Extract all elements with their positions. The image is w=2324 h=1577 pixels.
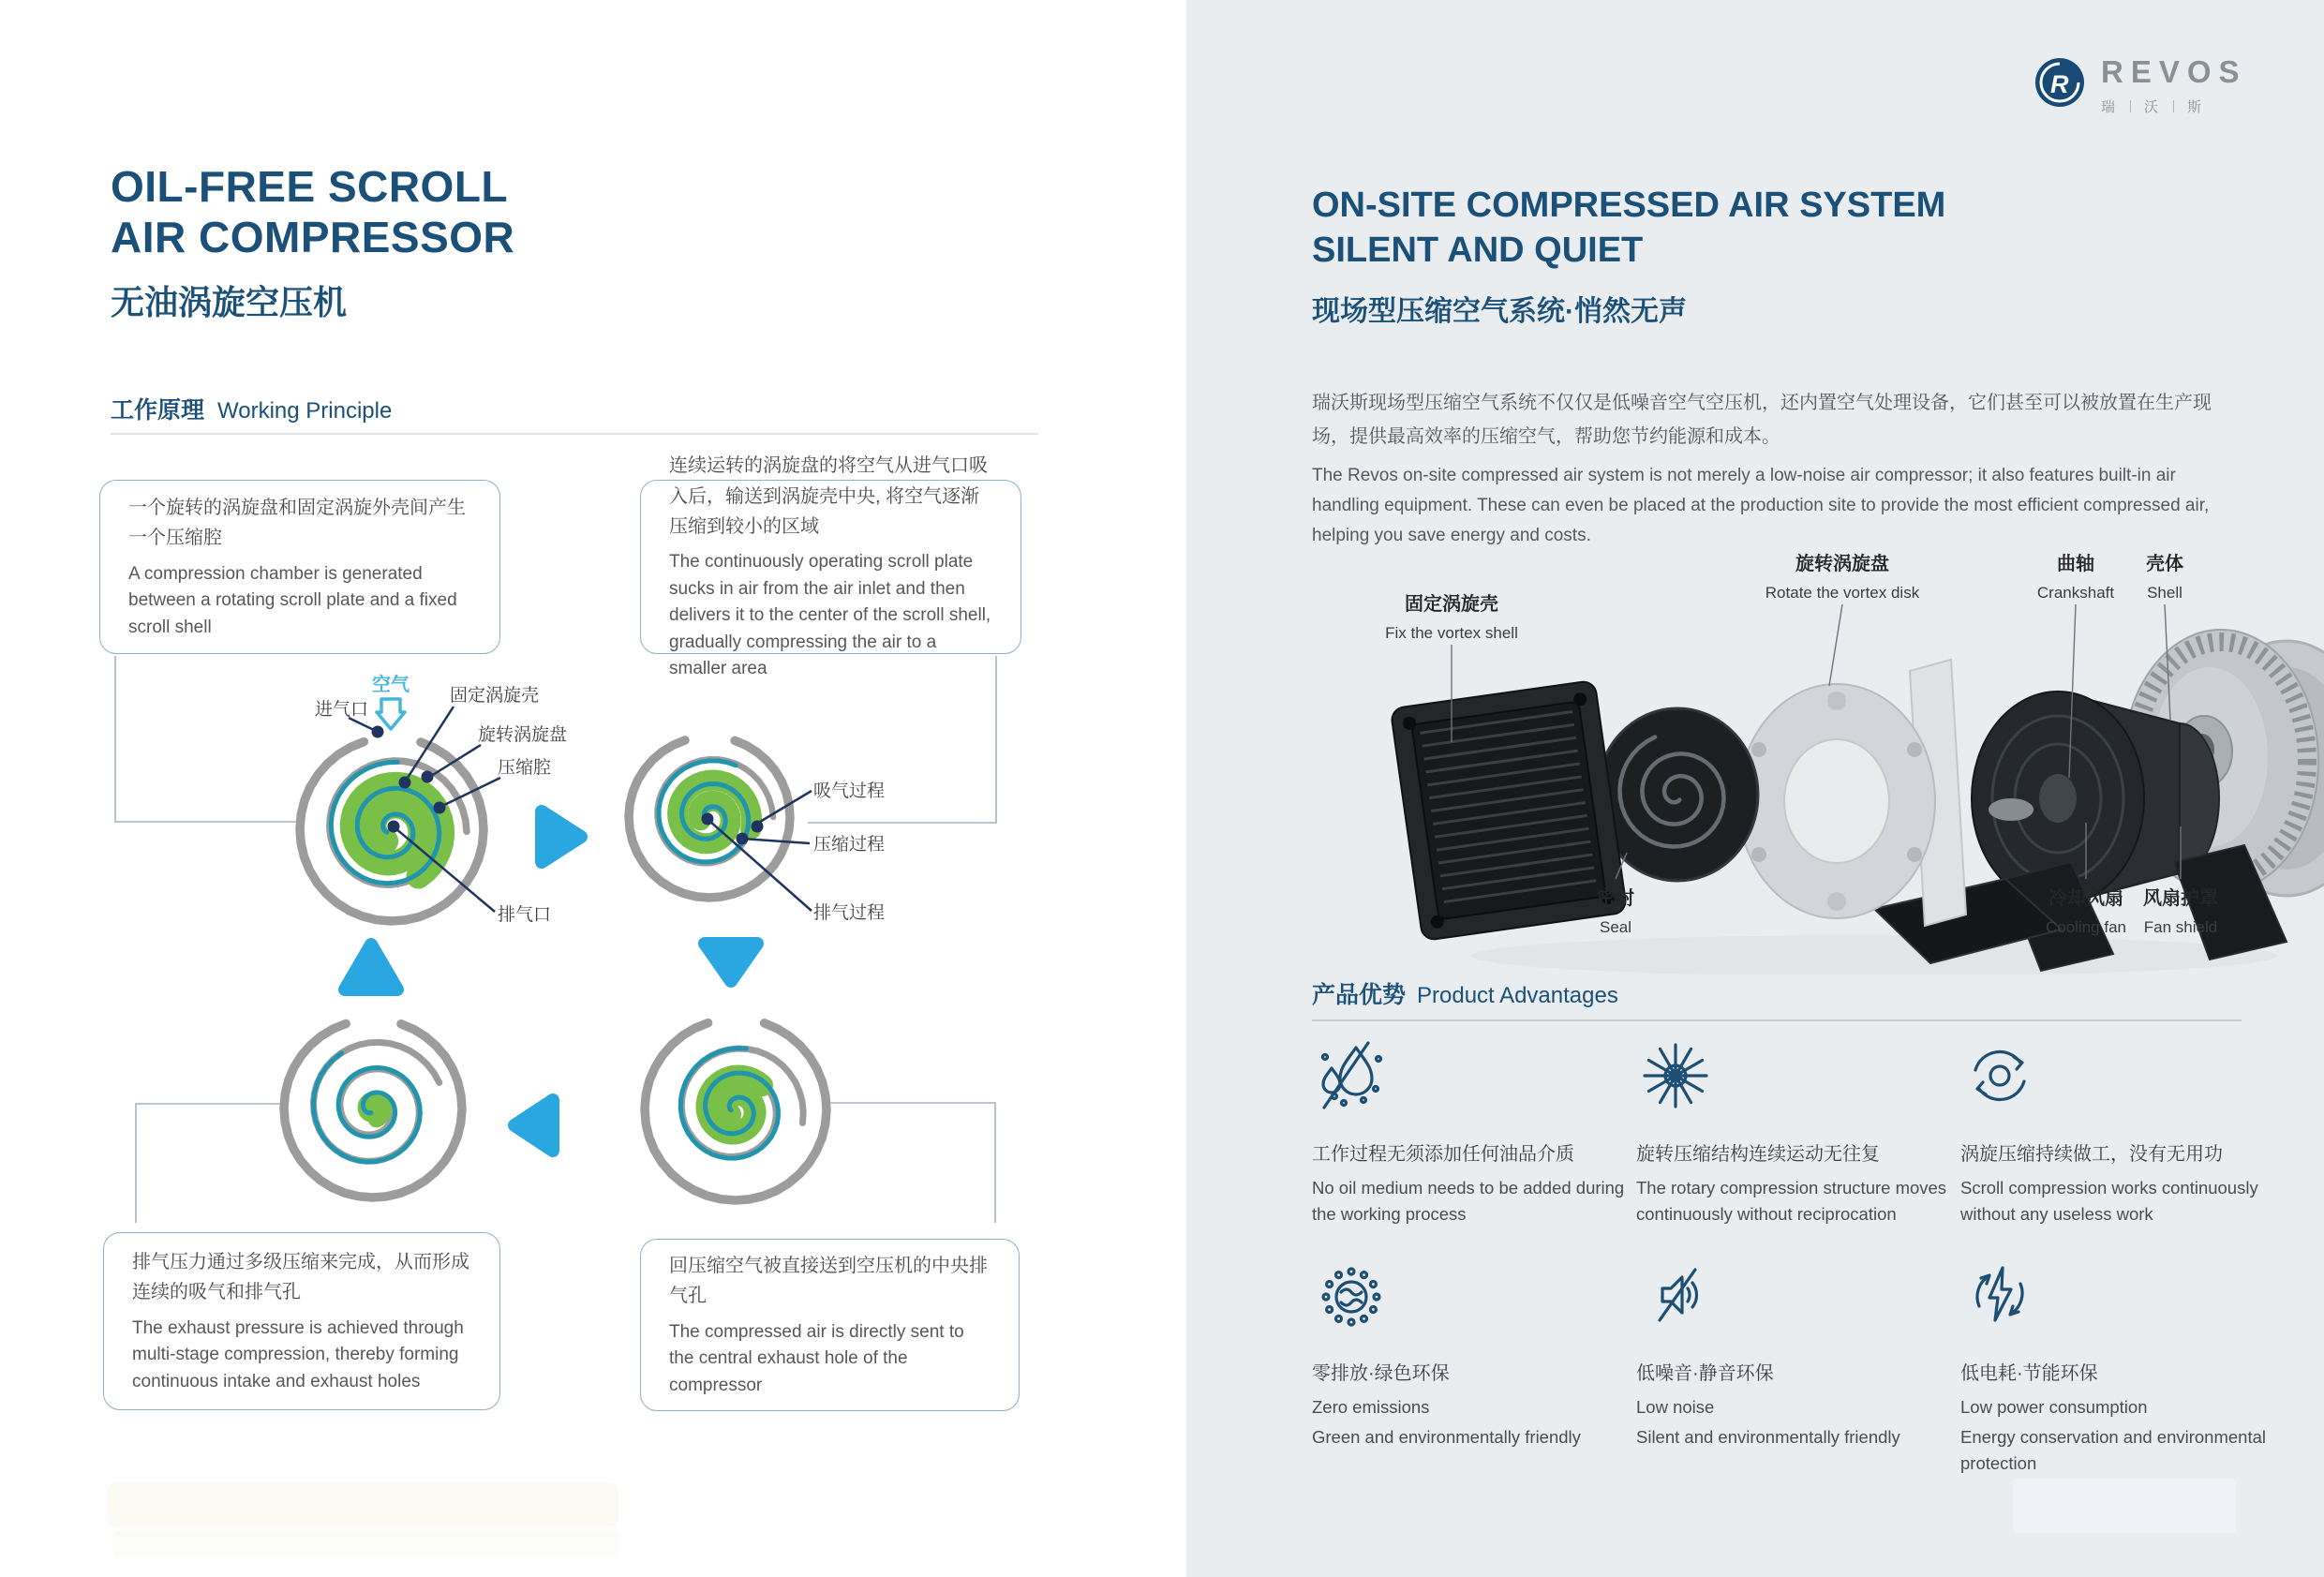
- page-title-en: [111, 161, 514, 263]
- intake-process-label: 吸气过程: [813, 781, 886, 801]
- logo-text: [2101, 56, 2247, 116]
- air-label: 空气: [372, 675, 410, 695]
- part-label-shell: 壳体 Shell: [2146, 554, 2183, 602]
- logo-name: REVOS: [2101, 54, 2247, 89]
- fixed-shell-label: 固定涡旋壳: [450, 686, 540, 706]
- leader-line: [349, 718, 376, 731]
- flow-arrow-up-icon: [345, 945, 397, 989]
- advantages-divider: [1312, 1019, 2242, 1021]
- part-label-crankshaft: 曲轴 Crankshaft: [2036, 554, 2115, 602]
- low-noise-icon: [1636, 1256, 1715, 1334]
- scroll-stage-4: [645, 1023, 827, 1200]
- advantage-rotary: 旋转压缩结构连续运动无往复 The rotary compression structure moves continuously without reciprocation: [1636, 1036, 1951, 1227]
- principle-box-2: [640, 455, 1021, 679]
- advantages-header-cn: 产品优势: [1312, 982, 1407, 1008]
- working-principle-header: [111, 392, 392, 425]
- low-power-icon: [1960, 1256, 2039, 1334]
- zero-emission-icon: [1312, 1256, 1391, 1334]
- principle-box-1-cn: 一个旋转的涡旋盘和固定涡旋外壳间产生一个压缩腔: [128, 497, 466, 549]
- product-advantages-header: [1312, 976, 1618, 1010]
- principle-box-2-en: The continuously operating scroll plate sucks in air from the air inlet and then delivers it to the center of the scroll shell, gradually compressing the air to a smaller area: [669, 552, 991, 679]
- advantages-header-en: Product Advantages: [1417, 983, 1618, 1008]
- advantage-low-noise: 低噪音·静音环保 Low noise Silent and environmentally friendly: [1636, 1256, 1951, 1451]
- connector-line: [828, 1103, 995, 1223]
- rotary-structure-icon: [1636, 1036, 1715, 1115]
- compression-process-label: 压缩过程: [813, 835, 886, 855]
- principle-box-2-cn: 连续运转的涡旋盘的将空气从进气口吸入后，输送到涡旋壳中央, 将空气逐渐压缩到较小的区域: [669, 455, 988, 537]
- chamber-label: 压缩腔: [498, 758, 552, 778]
- inlet-label: 进气口: [314, 700, 368, 720]
- scroll-stage-3: [284, 1024, 462, 1198]
- right-title-en: [1312, 184, 1945, 273]
- flow-arrow-down-icon: [705, 944, 757, 981]
- scroll-cycle-diagram: [56, 647, 1087, 1246]
- part-label-cooling-fan: 冷却风扇 Cooling fan: [2045, 888, 2126, 936]
- right-title-block: [1312, 184, 1945, 329]
- revos-logo: [2034, 56, 2247, 116]
- working-principle-en: Working Principle: [217, 398, 393, 424]
- right-title-cn: 现场型压缩空气系统·悄然无声: [1312, 296, 1687, 327]
- principle-box-1: [99, 480, 500, 654]
- principle-box-1-en: A compression chamber is generated between a rotating scroll plate and a fixed scroll shell: [128, 563, 457, 637]
- outlet-label: 排气口: [498, 905, 552, 925]
- rotating-disk-label: 旋转涡旋盘: [478, 725, 568, 745]
- left-title-block: [111, 161, 514, 324]
- seal-part: [1597, 708, 1758, 881]
- flow-arrow-right-icon: [542, 811, 581, 862]
- page-title-cn: 无油涡旋空压机: [111, 282, 348, 321]
- faded-watermark: [112, 1531, 618, 1555]
- advantage-continuous: 涡旋压缩持续做工，没有无用功 Scroll compression works continuously without any useless work: [1960, 1036, 2275, 1227]
- logo-cn: 瑞 沃 斯: [2101, 99, 2204, 115]
- flow-arrow-left-icon: [514, 1100, 553, 1151]
- advantage-zero-emission: 零排放·绿色环保 Zero emissions Green and environmentally friendly: [1312, 1256, 1627, 1451]
- advantage-no-oil: 工作过程无须添加任何油品介质 No oil medium needs to be added during the working process: [1312, 1036, 1627, 1227]
- intro-paragraph-cn: 瑞沃斯现场型压缩空气系统不仅仅是低噪音空气空压机，还内置空气处理设备，它们甚至可以被放置在生产现场，提供最高效率的压缩空气，帮助您节约能源和成本。: [1312, 393, 2212, 447]
- principle-box-3: [103, 1232, 500, 1410]
- principle-box-4: [640, 1239, 1020, 1411]
- leader-line: [742, 839, 810, 843]
- rotating-disk-part: [1738, 684, 1935, 918]
- page-title-line2: AIR COMPRESSOR: [111, 213, 515, 262]
- svg-text:R: R: [2050, 70, 2069, 98]
- principle-box-4-en: The compressed air is directly sent to the central exhaust hole of the compressor: [669, 1321, 964, 1395]
- intro-paragraph-en: The Revos on-site compressed air system is not merely a low-noise air compressor; it also features built-in air handling equipment. These can even be placed at the production site to provide the most efficient compressed air, helping you save energy and costs.: [1312, 466, 2210, 545]
- right-title-line2: SILENT AND QUIET: [1312, 230, 1644, 270]
- continuous-cycle-icon: [1960, 1036, 2039, 1115]
- page-title-line1: OIL-FREE SCROLL: [111, 162, 509, 211]
- principle-box-4-cn: 回压缩空气被直接送到空压机的中央排气孔: [669, 1255, 988, 1307]
- air-inlet-arrow-icon: [377, 699, 405, 729]
- ground-shadow: [1471, 935, 2277, 974]
- principle-box-3-en: The exhaust pressure is achieved through multi-stage compression, thereby forming continuous intake and exhaust holes: [132, 1317, 464, 1391]
- exhaust-process-label: 排气过程: [813, 903, 886, 923]
- advantage-low-power: 低电耗·节能环保 Low power consumption Energy conservation and environmental protection: [1960, 1256, 2275, 1476]
- connector-line: [136, 1104, 287, 1223]
- principle-box-3-cn: 排气压力通过多级压缩来完成，从而形成连续的吸气和排气孔: [132, 1251, 469, 1303]
- faded-watermark: [108, 1483, 618, 1526]
- revos-logo-icon: [2034, 56, 2086, 109]
- no-oil-icon: [1312, 1036, 1391, 1115]
- right-title-line1: ON-SITE COMPRESSED AIR SYSTEM: [1312, 186, 1946, 225]
- part-label-fixed-shell: 固定涡旋壳 Fix the vortex shell: [1385, 594, 1518, 642]
- part-label-fan-shield: 风扇护罩 Fan shield: [2143, 888, 2218, 936]
- ghost-block: [2013, 1479, 2236, 1533]
- part-label-rotating-disk: 旋转涡旋盘 Rotate the vortex disk: [1765, 554, 1920, 602]
- connector-line: [115, 656, 296, 822]
- working-principle-cn: 工作原理: [111, 397, 205, 424]
- section-divider: [111, 433, 1038, 435]
- part-label-seal: 密封 Seal: [1597, 888, 1634, 936]
